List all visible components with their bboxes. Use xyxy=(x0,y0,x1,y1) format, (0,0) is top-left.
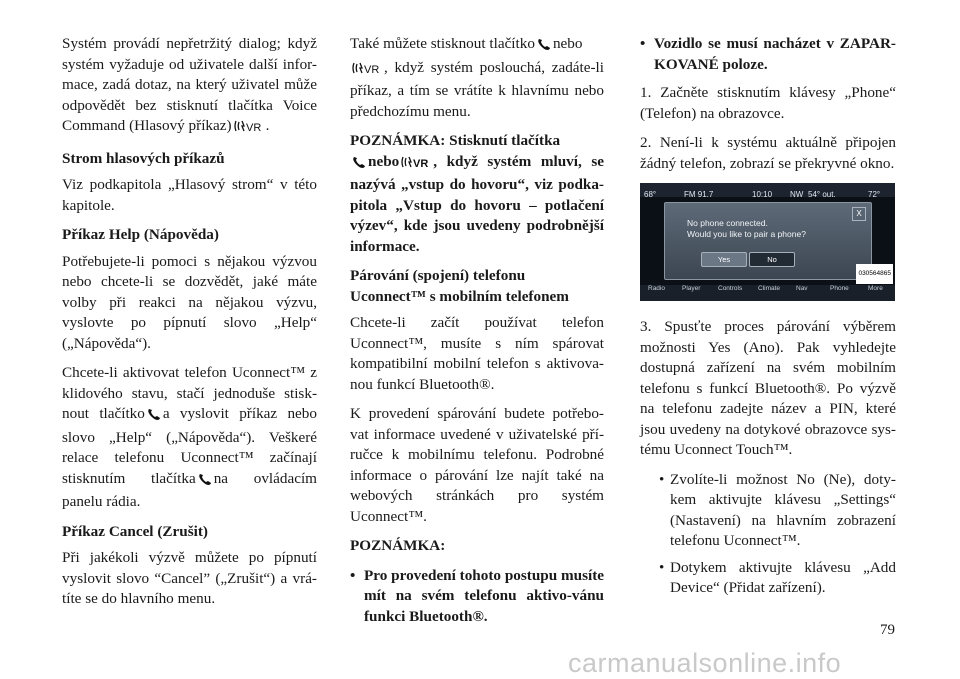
tab-radio[interactable]: Radio xyxy=(648,284,665,292)
step-1: 1. Začněte stisknutím klávesy „Phone“ (Telefon) na obrazovce. xyxy=(640,84,896,122)
screen-tab-bar xyxy=(640,285,895,301)
paragraph-activate: Chcete-li aktivovat telefon Uconnect™ z klidového stavu, stačí jednoduše stisk-nout tlačítko a vyslovit příkaz nebo slovo „Help“ („Nápověda“). Veškeré relace telefonu Uconnect™ začínají stisknutím tlačítka na ovládacím panelu rádia. xyxy=(62,364,317,510)
bullet-bluetooth: • Pro provedení tohoto postupu musíte mít na svém telefonu aktivo-vánu funkci Bluetooth®. xyxy=(350,566,604,625)
heading-help: Příkaz Help (Nápověda) xyxy=(62,226,219,243)
sub-bullet-no: • Zvolíte-li možnost No (Ne), doty-kem aktivujte klávesu „Settings“ (Nastavení) na hlavním zobrazení telefonu Uconnect™. xyxy=(659,470,896,549)
tab-controls[interactable]: Controls xyxy=(718,284,743,292)
step-2: 2. Není-li k systému aktuálně připojen žádný telefon, zobrazí se překryvné okno. xyxy=(640,134,896,172)
uconnect-screen-image xyxy=(640,183,895,301)
step-3: 3. Spusťte proces párování výběrem možnosti Yes (Ano). Pak vyhledejte dostupná zařízení na svém mobilním telefonu s funkcí Bluetooth®. Po výzvě na telefonu zadejte název a PIN, které jsou uvedeny na dotykové obrazovce sys-tému Uconnect Touch™. xyxy=(640,318,896,458)
dialog-message: No phone connected. Would you like to pair a phone? xyxy=(687,218,806,239)
heading-cancel: Příkaz Cancel (Zrušit) xyxy=(62,522,208,540)
column-3 xyxy=(640,34,896,605)
paragraph-pairing-info: K provedení spárování budete potřebo-vat informace uvedené v uživatelské pří-ručce k mobilnímu telefonu. Podrobné informace o párování lze najít také na webových stránkách pro systém Uconnect™. xyxy=(350,405,604,525)
svg-text:VR: VR xyxy=(413,157,429,169)
svg-text:VR: VR xyxy=(245,122,261,133)
voice-command-icon xyxy=(401,155,431,176)
svg-text:VR: VR xyxy=(364,63,380,75)
paragraph-help: Potřebujete-li pomoci s nějakou výzvou nebo chcete-li se dozvědět, jaké máte volby při reakci na nějakou výzvu, vyslovte po pípnutí slovo „Help“ („Nápověda“). xyxy=(62,252,317,352)
heading-voice-tree: Strom hlasových příkazů xyxy=(62,149,225,167)
tab-player[interactable]: Player xyxy=(682,284,701,292)
tab-climate[interactable]: Climate xyxy=(758,284,781,292)
image-code: 030564865 xyxy=(856,264,893,285)
bullet-park: • Vozidlo se musí nacházet v ZAPAR-KOVANÉ poloze. xyxy=(640,35,896,73)
column-1 xyxy=(62,34,317,619)
phone-icon xyxy=(147,407,161,428)
paragraph-return: Také můžete stisknout tlačítko nebo VR , když systém poslouchá, zadáte-li příkaz, a tím se vrátíte k hlavnímu nebo předchozímu menu. xyxy=(350,35,604,120)
tab-phone[interactable]: Phone xyxy=(830,284,849,292)
heading-pairing: Párování (spojení) telefonu Uconnect™ s mobilním telefonem xyxy=(350,267,569,305)
screen-status-bar: 68° FM 91.7 10:10 NW 54° out. 72° xyxy=(640,183,895,197)
paragraph-voice-tree: Viz podkapitola „Hlasový strom“ v této kapitole. xyxy=(62,176,317,214)
phone-icon xyxy=(198,472,212,493)
note-label: POZNÁMKA: xyxy=(350,537,446,554)
column-2 xyxy=(350,34,604,635)
note-barge-in: POZNÁMKA: Stisknutí tlačítka nebo VR , když systém mluví, se nazývá „vstup do hovoru“, viz podka-pitola „Vstup do hovoru – potlačení výzev“, kde jsou uvedeny podrobnější informace. xyxy=(350,132,604,255)
voice-command-icon xyxy=(352,61,382,82)
sub-bullet-add-device: • Dotykem aktivujte klávesu „Add Device“ (Přidat zařízení). xyxy=(659,558,896,596)
phone-icon xyxy=(352,155,366,176)
phone-icon xyxy=(537,37,551,58)
no-button[interactable]: No xyxy=(749,252,795,267)
tab-nav[interactable]: Nav xyxy=(796,284,808,292)
paragraph-dialog: Systém provádí nepřetržitý dialog; když systém vyžaduje od uživatele další infor-mace, zadá dotaz, na který uživatel může odpovědět bez stisknutí tlačítka Voice Command (Hlasový příkaz) VR . xyxy=(62,34,317,140)
yes-button[interactable]: Yes xyxy=(701,252,747,267)
voice-command-icon xyxy=(234,119,264,140)
paragraph-cancel: Při jakékoli výzvě můžete po pípnutí vyslovit slovo “Cancel” („Zrušit“) a vrá-títe se do hlavního menu. xyxy=(62,549,317,607)
watermark: carmanualsonline.info xyxy=(568,648,842,678)
page-number: 79 xyxy=(880,622,895,638)
close-icon[interactable]: X xyxy=(852,207,866,221)
pair-phone-dialog xyxy=(664,202,872,280)
tab-more[interactable]: More xyxy=(868,284,883,292)
paragraph-pairing: Chcete-li začít používat telefon Uconnect™, musíte s ním spárovat kompatibilní mobilní telefon s aktivova-nou funkcí Bluetooth®. xyxy=(350,314,604,393)
